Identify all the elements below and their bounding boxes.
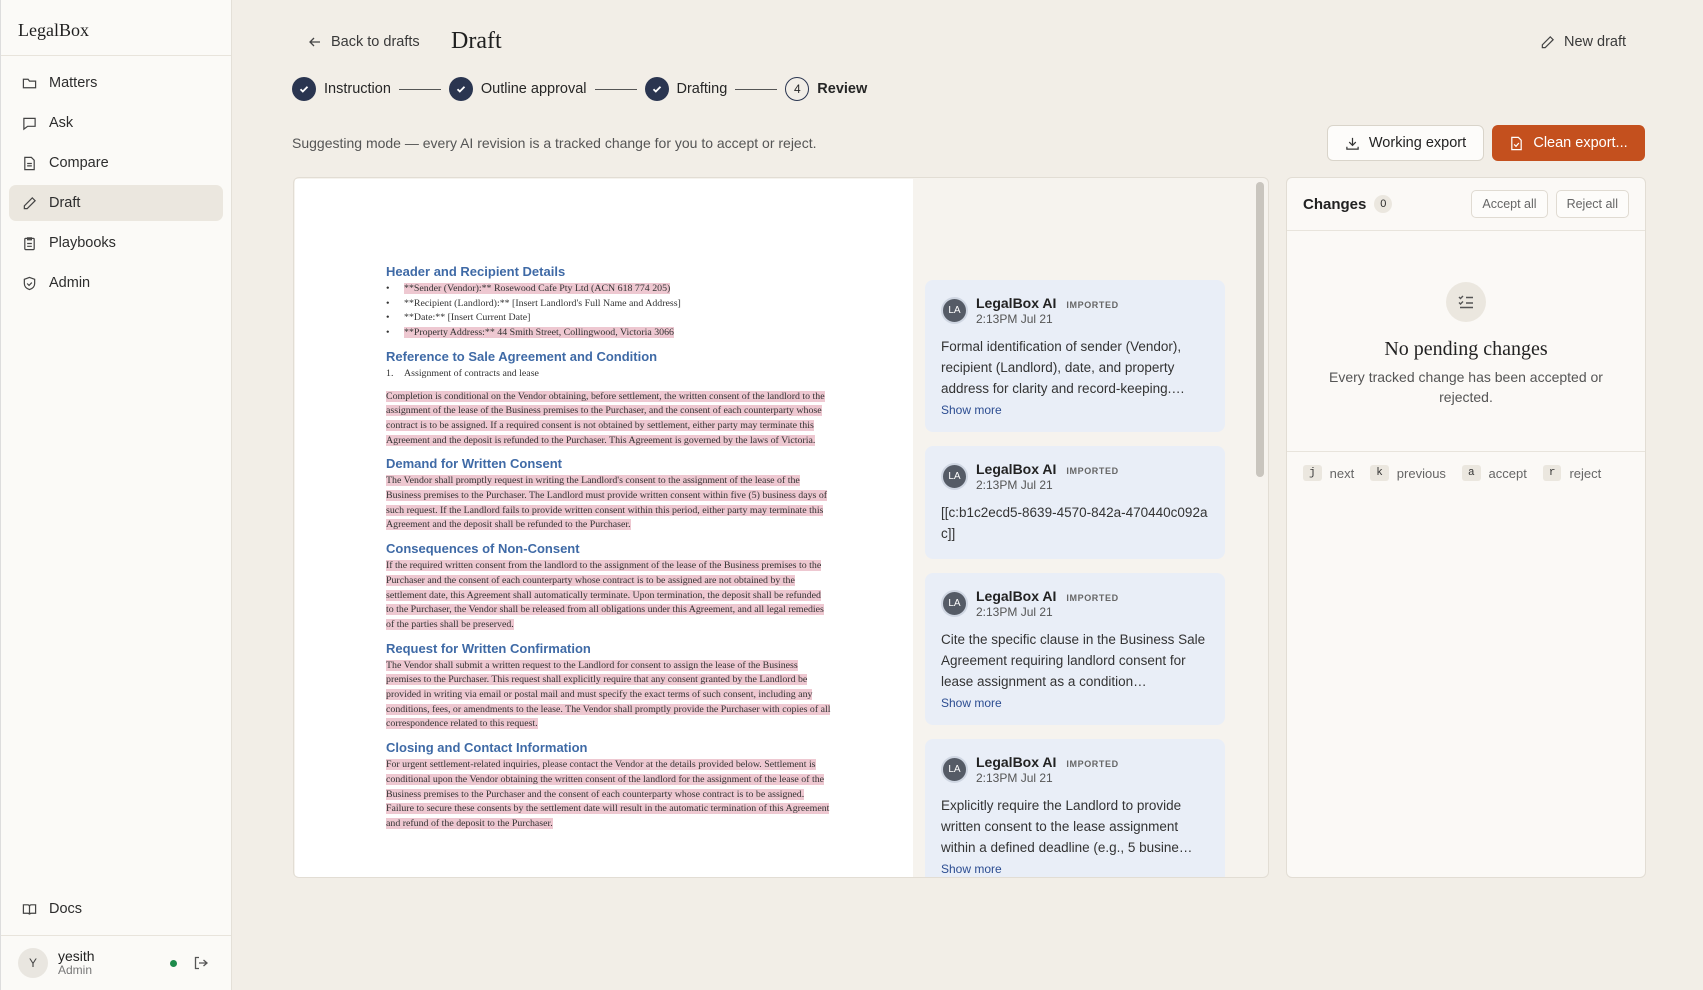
section-heading: Closing and Contact Information (386, 740, 588, 756)
shortcut-next (1303, 465, 1354, 481)
avatar: LA (941, 756, 968, 783)
clipboard-icon (22, 236, 37, 251)
show-more-link[interactable]: Show more (941, 696, 1002, 710)
avatar: LA (941, 463, 968, 490)
list-item: • **Sender (Vendor):** Rosewood Cafe Pty Ltd (ACN 618 774 205) (386, 282, 831, 297)
paragraph: If the required written consent from the landlord to the assignment of the lease of the Business premises to the Purchaser and the consent of each counterparty whose contract is to be assigned are not obtained by the settlement date, this Agreement shall automatically terminate. Upon termination, the deposit shall be refunded to the Purchaser, the Vendor shall be released from all obligations under this Agreement, and all legal remedies of the parties shall be preserved. (386, 560, 824, 630)
step-label: Outline approval (480, 81, 587, 97)
shortcut-key: a (1462, 465, 1481, 481)
section-heading: Demand for Written Consent (386, 456, 562, 472)
section-heading: Header and Recipient Details (386, 264, 566, 279)
check-icon (645, 77, 669, 101)
sidebar-item-draft[interactable] (9, 185, 223, 221)
document-page[interactable] (295, 179, 913, 878)
chat-icon (22, 116, 37, 131)
new-draft-button[interactable] (1540, 34, 1626, 50)
show-more-link[interactable]: Show more (941, 403, 1002, 417)
shortcut-previous (1370, 465, 1446, 481)
avatar: LA (941, 590, 968, 617)
step-instruction[interactable] (292, 77, 391, 101)
sidebar-item-label: Docs (49, 901, 83, 917)
user-name: yesith (58, 948, 95, 965)
paragraph: The Vendor shall submit a written request to the Landlord for consent to assign the lease of the Business premises to the Purchaser. This request shall explicitly require that any consent granted by the Landlord be provided in writing via email or postal mail and must specify the exact terms of such consent, including any conditions, fees, or amendments to the lease. The Vendor shall promptly provide the Purchaser with copies of all correspondence related to this request. (386, 659, 831, 730)
comment-body: Formal identification of sender (Vendor), recipient (Landlord), date, and property address for clarity and record-keeping.… (941, 339, 1185, 396)
keyboard-shortcuts (1287, 451, 1645, 494)
imported-badge: IMPORTED (1066, 300, 1119, 310)
document-body (386, 264, 831, 832)
shortcut-key: r (1543, 465, 1562, 481)
comment-time: 2:13PM Jul 21 (976, 312, 1053, 326)
comment-author: LegalBox AI (976, 295, 1057, 311)
list-item: • **Date:** [Insert Current Date] (386, 311, 831, 326)
sidebar-item-docs[interactable] (9, 891, 223, 927)
changes-count-badge: 0 (1374, 195, 1392, 213)
step-label: Drafting (676, 81, 728, 97)
comment-body: [[c:b1c2ecd5-8639-4570-842a-470440c092ac]] (941, 505, 1208, 541)
page-title: Draft (451, 28, 502, 54)
document-icon (22, 156, 37, 171)
empty-subtitle: Every tracked change has been accepted or rejected. (1329, 369, 1603, 405)
sidebar-item-admin[interactable] (9, 265, 223, 301)
comment-author: LegalBox AI (976, 588, 1057, 604)
download-icon (1345, 136, 1360, 151)
imported-badge: IMPORTED (1066, 759, 1119, 769)
check-icon (449, 77, 473, 101)
paragraph: The Vendor shall promptly request in writing the Landlord's consent to the assignment of the lease of the Business premises to the Purchaser. The Landlord must provide written consent within five (5) business days of such request. If the Landlord fails to provide written consent within this period, either party may terminate this Agreement and the deposit shall be refunded to the Purchaser. (386, 475, 828, 531)
step-label: Instruction (324, 81, 391, 97)
sidebar-nav (1, 56, 231, 314)
sidebar-item-label: Matters (49, 75, 98, 91)
document-check-icon (1509, 136, 1524, 151)
stepper (292, 77, 867, 101)
book-icon (22, 902, 37, 917)
show-more-link[interactable]: Show more (941, 862, 1002, 876)
comment-time: 2:13PM Jul 21 (976, 478, 1053, 492)
comment-author: LegalBox AI (976, 754, 1057, 770)
empty-state (1287, 282, 1645, 407)
changes-title: Changes (1303, 195, 1367, 213)
avatar: LA (941, 297, 968, 324)
accept-all-button[interactable]: Accept all (1471, 190, 1547, 218)
section-heading: Reference to Sale Agreement and Condition (386, 348, 658, 364)
changes-panel (1286, 177, 1646, 878)
sidebar-item-label: Admin (49, 275, 91, 291)
recipient-list (386, 282, 831, 341)
step-connector (595, 89, 637, 90)
avatar[interactable]: Y (18, 948, 48, 978)
changes-header (1287, 178, 1645, 231)
comment-card[interactable] (925, 446, 1225, 559)
sidebar (0, 0, 232, 990)
clean-export-button[interactable] (1492, 125, 1645, 161)
shortcut-reject (1543, 465, 1601, 481)
comment-card[interactable] (925, 573, 1225, 725)
user-bar (1, 935, 231, 990)
folder-icon (22, 76, 37, 91)
sidebar-item-label: Playbooks (49, 235, 116, 251)
step-label: Review (817, 81, 868, 97)
paragraph: For urgent settlement-related inquiries, please contact the Vendor at the details provided below. Settlement is conditional upon the Vendor obtaining the written consent of the landlord for the assignment of the lease of the Business premises to the Purchaser and the consent of each counterparty whose contract is to be assigned. Failure to secure these consents by the settlement date will result in the automatic termination of this Agreement and refund of the deposit to the Purchaser. (386, 759, 830, 829)
clean-export-label: Clean export... (1533, 135, 1628, 151)
step-review[interactable] (785, 77, 867, 101)
pen-icon (1540, 35, 1555, 50)
sidebar-item-label: Compare (49, 155, 109, 171)
comment-card[interactable] (925, 280, 1225, 432)
back-label: Back to drafts (331, 34, 420, 50)
comment-time: 2:13PM Jul 21 (976, 605, 1053, 619)
imported-badge: IMPORTED (1066, 593, 1119, 603)
step-connector (399, 89, 441, 90)
working-export-label: Working export (1368, 135, 1467, 151)
logout-icon[interactable] (193, 955, 209, 971)
user-info (58, 948, 95, 978)
comment-author: LegalBox AI (976, 461, 1057, 477)
document-scrollbar[interactable] (1256, 182, 1264, 477)
shield-icon (22, 276, 37, 291)
step-connector (735, 89, 777, 90)
reject-all-button[interactable]: Reject all (1556, 190, 1629, 218)
user-role: Admin (58, 963, 93, 978)
shortcut-key: j (1303, 465, 1322, 481)
online-status-icon (170, 960, 177, 967)
back-to-drafts-link[interactable] (308, 34, 420, 50)
shortcut-label: accept (1488, 465, 1527, 481)
step-outline-approval[interactable] (449, 77, 587, 101)
shortcut-label: previous (1396, 465, 1446, 481)
empty-title: No pending changes (1384, 338, 1548, 360)
app-logo[interactable]: LegalBox (1, 0, 231, 56)
pen-icon (22, 196, 37, 211)
comment-body: Cite the specific clause in the Business Sale Agreement requiring landlord consent for lease assignment as a condition… (941, 632, 1206, 689)
suggesting-mode-text: Suggesting mode — every AI revision is a tracked change for you to accept or reject. (292, 135, 817, 151)
checklist-icon (1446, 282, 1486, 322)
new-draft-label: New draft (1564, 34, 1627, 50)
sidebar-item-compare[interactable] (9, 145, 223, 181)
shortcut-key: k (1370, 465, 1389, 481)
step-number: 4 (785, 77, 809, 101)
shortcut-label: next (1329, 465, 1355, 481)
working-export-button[interactable] (1327, 125, 1484, 161)
sidebar-item-playbooks[interactable] (9, 225, 223, 261)
numbered-item: 1. Assignment of contracts and lease (386, 367, 831, 382)
document-panel (293, 177, 1269, 878)
sidebar-item-matters[interactable] (9, 65, 223, 101)
imported-badge: IMPORTED (1066, 466, 1119, 476)
sidebar-item-label: Draft (49, 195, 81, 211)
step-drafting[interactable] (645, 77, 728, 101)
list-item: • **Recipient (Landlord):** [Insert Landlord's Full Name and Address] (386, 297, 831, 312)
comment-time: 2:13PM Jul 21 (976, 771, 1053, 785)
sidebar-item-label: Ask (49, 115, 74, 131)
paragraph: Completion is conditional on the Vendor obtaining, before settlement, the written consent of the landlord to the assignment of the lease of the Business premises to the Purchaser, and the consent of each counterparty whose contract is to be assigned. If a required consent is not obtained by settlement, either party may terminate this Agreement and the deposit is refunded to the Purchaser. This Agreement is governed by the laws of Victoria. (386, 390, 825, 446)
comment-card[interactable] (925, 739, 1225, 878)
shortcut-accept (1462, 465, 1527, 481)
shortcut-label: reject (1569, 465, 1602, 481)
comment-body: Explicitly require the Landlord to provide written consent to the lease assignment within a defined deadline (e.g., 5 busine… (941, 798, 1193, 855)
check-icon (292, 77, 316, 101)
arrow-left-icon (308, 35, 322, 49)
section-heading: Consequences of Non-Consent (386, 541, 580, 557)
comments-column (925, 280, 1225, 878)
section-heading: Request for Written Confirmation (386, 640, 591, 656)
list-item: • **Property Address:** 44 Smith Street, Collingwood, Victoria 3066 (386, 326, 831, 341)
sidebar-item-ask[interactable] (9, 105, 223, 141)
